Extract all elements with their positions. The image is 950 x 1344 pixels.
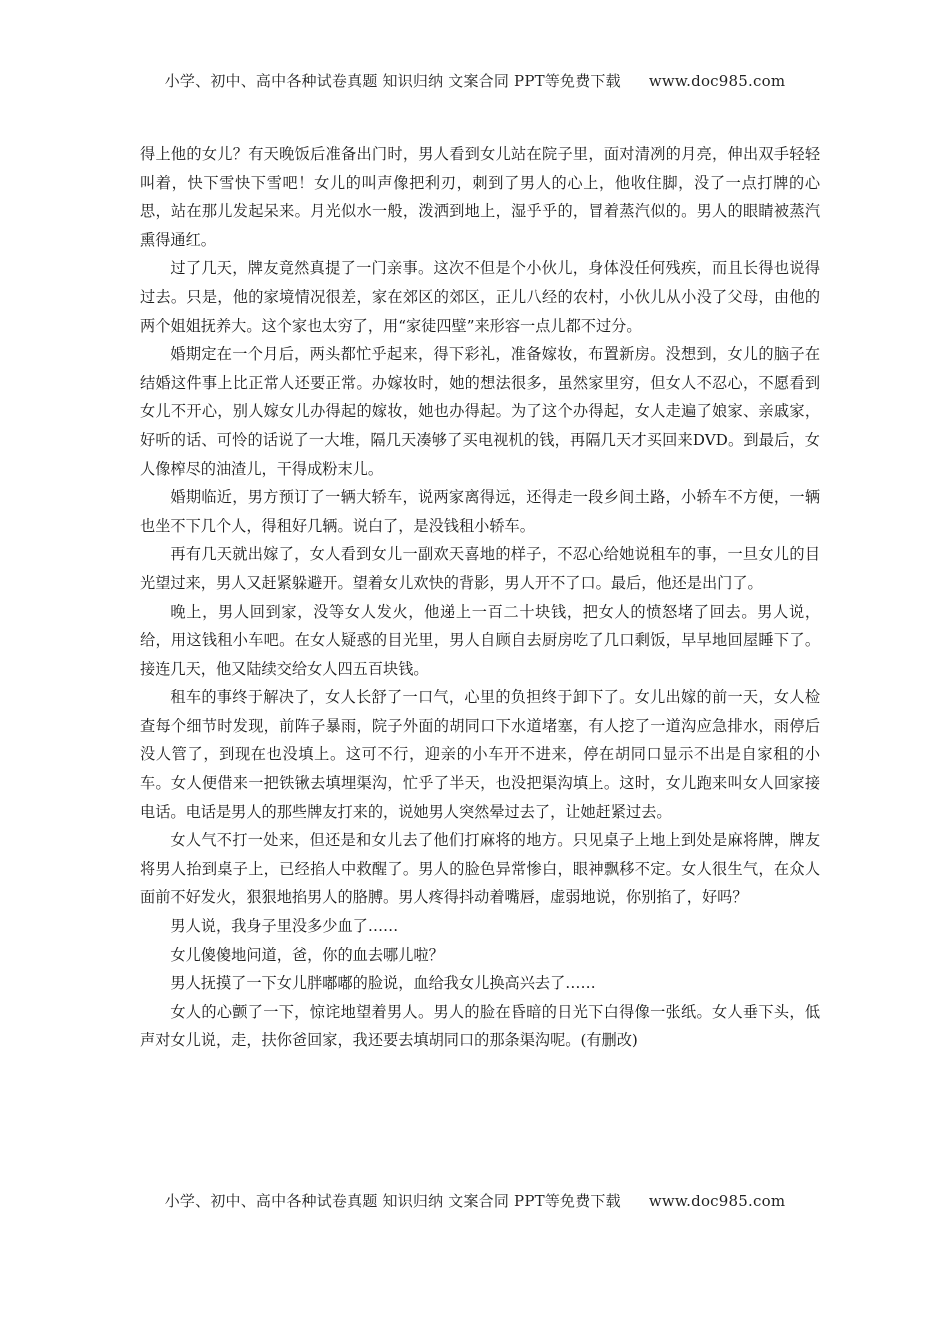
page-footer xyxy=(0,1190,950,1211)
paragraph-9: 男人说，我身子里没多少血了…… xyxy=(170,917,399,936)
article-body xyxy=(140,140,820,1055)
paragraph-3: 婚期定在一个月后，两头都忙乎起来，得下彩礼，准备嫁妆，布置新房。没想到，女儿的脑子在结婚这件事上比正常人还要正常。办嫁妆时，她的想法很多，虽然家里穷，但女人不忍心，不愿看到女儿不开心，别人嫁女儿办得起的嫁妆，她也办得起。为了这个办得起，女人走遍了娘家、亲戚家，好听的话、可怜的话说了一大堆，隔几天凑够了买电视机的钱，再隔几天才买回来DVD。到最后，女人像榨尽的油渣儿，干得成粉末儿。 xyxy=(140,345,820,478)
header-text: 小学、初中、高中各种试卷真题 知识归纳 文案合同 PPT等免费下载 xyxy=(164,72,621,90)
footer-url[interactable]: www.doc985.com xyxy=(648,1192,786,1210)
paragraph-4: 婚期临近，男方预订了一辆大轿车，说两家离得远，还得走一段乡间土路，小轿车不方便，一辆也坐不下几个人，得租好几辆。说白了，是没钱租小轿车。 xyxy=(140,488,820,535)
footer-text: 小学、初中、高中各种试卷真题 知识归纳 文案合同 PPT等免费下载 xyxy=(164,1192,621,1210)
paragraph-10: 女儿傻傻地问道，爸，你的血去哪儿啦？ xyxy=(170,945,444,964)
paragraph-8: 女人气不打一处来，但还是和女儿去了他们打麻将的地方。只见桌子上地上到处是麻将牌，牌友将男人抬到桌子上，已经掐人中救醒了。男人的脸色异常惨白，眼神飘移不定。女人很生气，在众人面前不好发火，狠狠地掐男人的胳膊。男人疼得抖动着嘴唇，虚弱地说，你别掐了，好吗？ xyxy=(140,831,820,907)
header-url[interactable]: www.doc985.com xyxy=(648,72,786,90)
paragraph-12: 女人的心颤了一下，惊诧地望着男人。男人的脸在昏暗的日光下白得像一张纸。女人垂下头，低声对女儿说，走，扶你爸回家，我还要去填胡同口的那条渠沟呢。(有删改) xyxy=(140,1002,820,1050)
paragraph-6: 晚上，男人回到家，没等女人发火，他递上一百二十块钱，把女人的愤怒堵了回去。男人说，给，用这钱租小车吧。在女人疑惑的目光里，男人自顾自去厨房吃了几口剩饭，早早地回屋睡下了。接连几天，他又陆续交给女人四五百块钱。 xyxy=(140,602,820,678)
paragraph-1: 得上他的女儿？有天晚饭后准备出门时，男人看到女儿站在院子里，面对清冽的月亮，伸出双手轻轻叫着，快下雪快下雪吧！女儿的叫声像把利刃，刺到了男人的心上，他收住脚，没了一点打牌的心思，站在那儿发起呆来。月光似水一般，泼洒到地上，湿乎乎的，冒着蒸汽似的。男人的眼睛被蒸汽熏得通红。 xyxy=(140,145,820,249)
paragraph-7: 租车的事终于解决了，女人长舒了一口气，心里的负担终于卸下了。女儿出嫁的前一天，女人检查每个细节时发现，前阵子暴雨，院子外面的胡同口下水道堵塞，有人挖了一道沟应急排水，雨停后没人管了，到现在也没填上。这可不行，迎亲的小车开不进来，停在胡同口显示不出是自家租的小车。女人便借来一把铁锹去填埋渠沟，忙乎了半天，也没把渠沟填上。这时，女儿跑来叫女人回家接电话。电话是男人的那些牌友打来的，说她男人突然晕过去了，让她赶紧过去。 xyxy=(140,688,820,821)
paragraph-2: 过了几天，牌友竟然真提了一门亲事。这次不但是个小伙儿，身体没任何残疾，而且长得也说得过去。只是，他的家境情况很差，家在郊区的郊区，正儿八经的农村，小伙儿从小没了父母，由他的两个姐姐抚养大。这个家也太穷了，用“家徒四壁”来形容一点儿都不过分。 xyxy=(140,259,820,335)
paragraph-11: 男人抚摸了一下女儿胖嘟嘟的脸说，血给我女儿换高兴去了…… xyxy=(170,974,596,993)
paragraph-5: 再有几天就出嫁了，女人看到女儿一副欢天喜地的样子，不忍心给她说租车的事，一旦女儿的目光望过来，男人又赶紧躲避开。望着女儿欢快的背影，男人开不了口。最后，他还是出门了。 xyxy=(140,545,820,592)
page-header xyxy=(0,70,950,91)
